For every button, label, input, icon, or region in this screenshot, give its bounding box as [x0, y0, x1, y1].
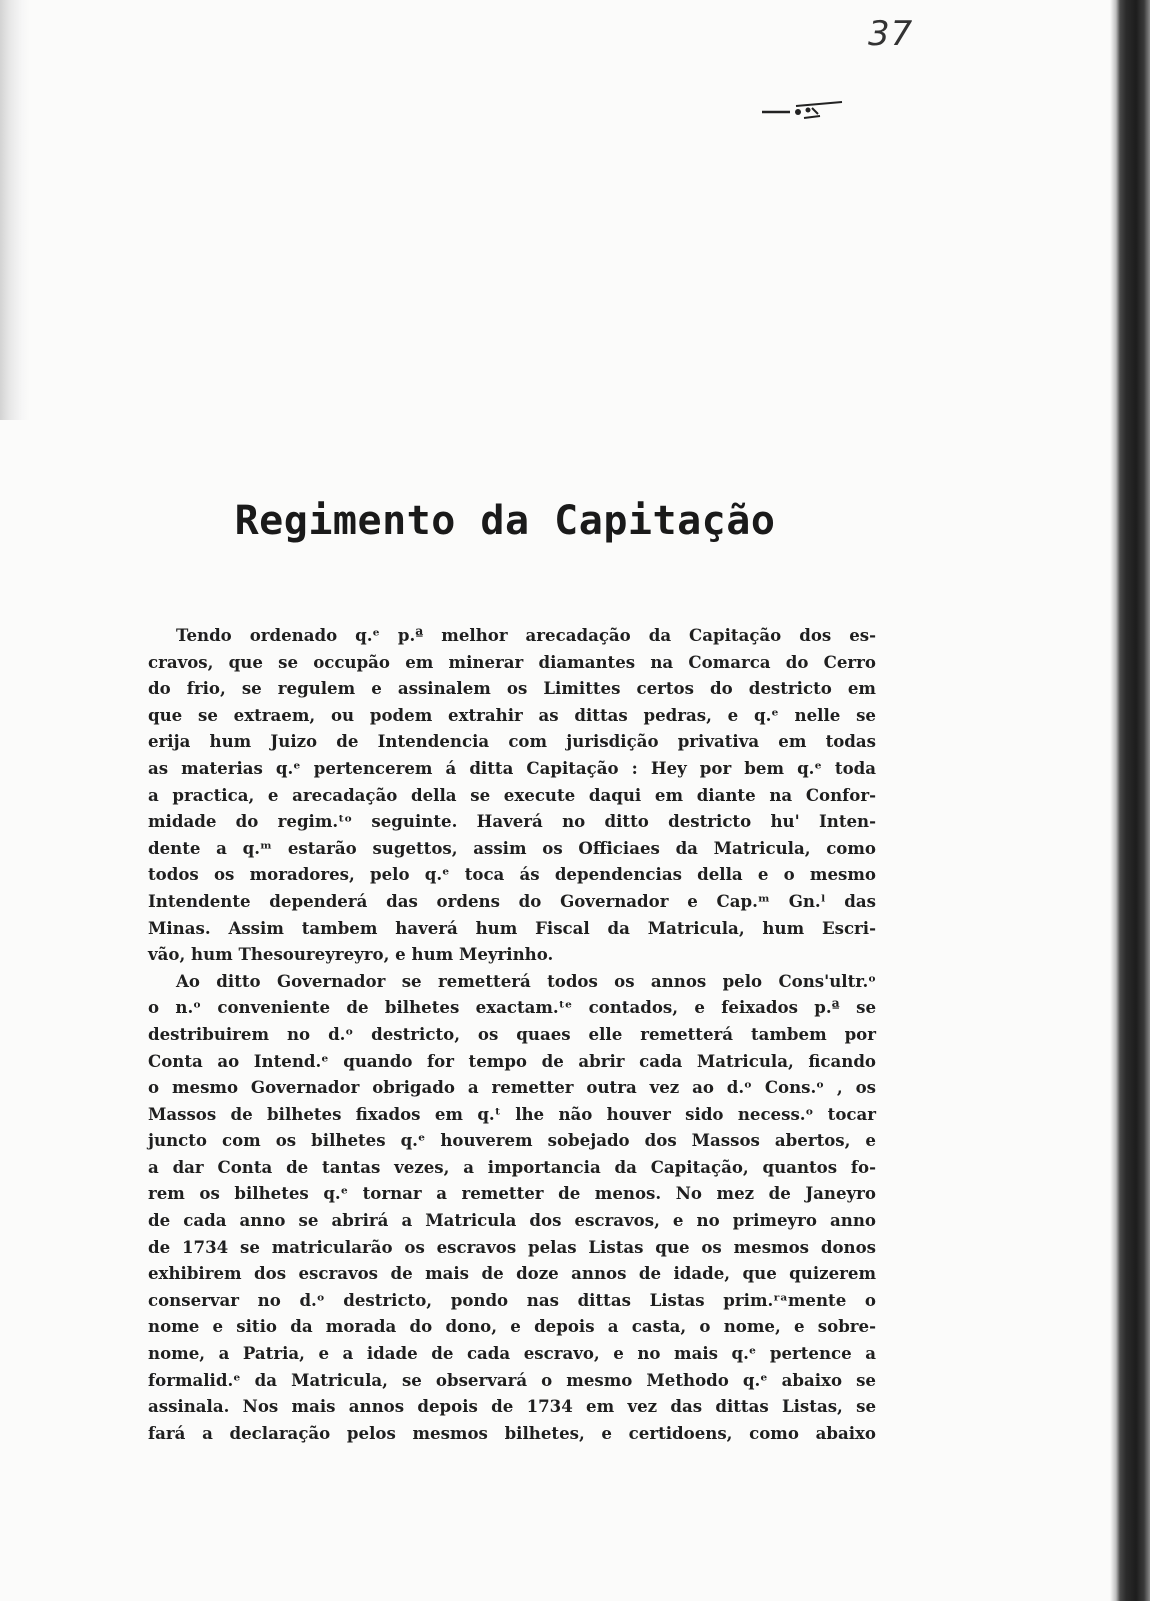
text-line: erija hum Juizo de Intendencia com jurisdição privativa em todas — [148, 731, 876, 752]
text-line: do frio, se regulem e assinalem os Limittes certos do destricto em — [148, 678, 876, 699]
text-line: a dar Conta de tantas vezes, a importancia da Capitação, quantos fo- — [148, 1156, 876, 1177]
text-line: Massos de bilhetes fixados em q.ᵗ lhe não houver sido necess.ᵒ tocar — [148, 1103, 876, 1124]
text-line: o n.ᵒ conveniente de bilhetes exactam.ᵗᵉ contados, e feixados p.ª se — [148, 997, 876, 1018]
text-line: cravos, que se occupão em minerar diamantes na Comarca do Cerro — [148, 651, 876, 672]
text-line: dente a q.ᵐ estarão sugettos, assim os Officiaes da Matricula, como — [148, 837, 876, 858]
text-line: todos os moradores, pelo q.ᵉ toca ás dependencias della e o mesmo — [148, 864, 876, 885]
text-line: midade do regim.ᵗᵒ seguinte. Haverá no ditto destricto hu' Inten- — [148, 811, 876, 832]
text-line: nome e sitio da morada do dono, e depois a casta, o nome, e sobre- — [148, 1316, 876, 1337]
text-line: conservar no d.ᵒ destricto, pondo nas dittas Listas prim.ʳᵃmente o — [148, 1289, 876, 1310]
text-line: Conta ao Intend.ᵉ quando for tempo de abrir cada Matricula, ficando — [148, 1050, 876, 1071]
text-line: Tendo ordenado q.ᵉ p.ª melhor arecadação da Capitação dos es- — [176, 625, 876, 645]
document-title: Regimento da Capitação — [234, 498, 776, 544]
text-line: fará a declaração pelos mesmos bilhetes, e certidoens, como abaixo — [148, 1422, 876, 1443]
body-text — [148, 622, 876, 1446]
text-line: Minas. Assim tambem haverá hum Fiscal da Matricula, hum Escri- — [148, 917, 876, 938]
text-line: o mesmo Governador obrigado a remetter outra vez ao d.ᵒ Cons.ᵒ , os — [148, 1077, 876, 1098]
text-line: vão, hum Thesoureyreyro, e hum Meyrinho. — [148, 944, 554, 965]
text-line: a practica, e arecadação della se execute daqui em diante na Confor- — [148, 784, 876, 805]
page-number: 37 — [868, 14, 914, 54]
text-line: nome, a Patria, e a idade de cada escravo, e no mais q.ᵉ pertence a — [148, 1343, 876, 1364]
text-line: formalid.ᵉ da Matricula, se observará o mesmo Methodo q.ᵉ abaixo se — [148, 1369, 876, 1390]
text-line: que se extraem, ou podem extrahir as dittas pedras, e q.ᵉ nelle se — [148, 704, 876, 725]
decorative-ornament — [760, 100, 844, 122]
text-line: exhibirem dos escravos de mais de doze annos de idade, que quizerem — [148, 1263, 876, 1284]
text-line: as materias q.ᵉ pertencerem á ditta Capitação : Hey por bem q.ᵉ toda — [148, 757, 876, 778]
text-line: assinala. Nos mais annos depois de 1734 em vez das dittas Listas, se — [148, 1396, 876, 1417]
text-line: juncto com os bilhetes q.ᵉ houverem sobejado dos Massos abertos, e — [148, 1130, 876, 1151]
scan-binding-edge — [960, 0, 1150, 1601]
scan-left-edge — [0, 0, 30, 420]
text-line: rem os bilhetes q.ᵉ tornar a remetter de menos. No mez de Janeyro — [148, 1183, 876, 1204]
text-line: Intendente dependerá das ordens do Governador e Cap.ᵐ Gn.ˡ das — [148, 890, 876, 911]
text-line: de cada anno se abrirá a Matricula dos escravos, e no primeyro anno — [148, 1210, 876, 1231]
text-line: Ao ditto Governador se remetterá todos os annos pelo Cons'ultr.ᵒ — [176, 970, 876, 991]
text-line: de 1734 se matricularão os escravos pelas Listas que os mesmos donos — [148, 1236, 876, 1257]
text-line: destribuirem no d.ᵒ destricto, os quaes elle remetterá tambem por — [148, 1023, 876, 1044]
